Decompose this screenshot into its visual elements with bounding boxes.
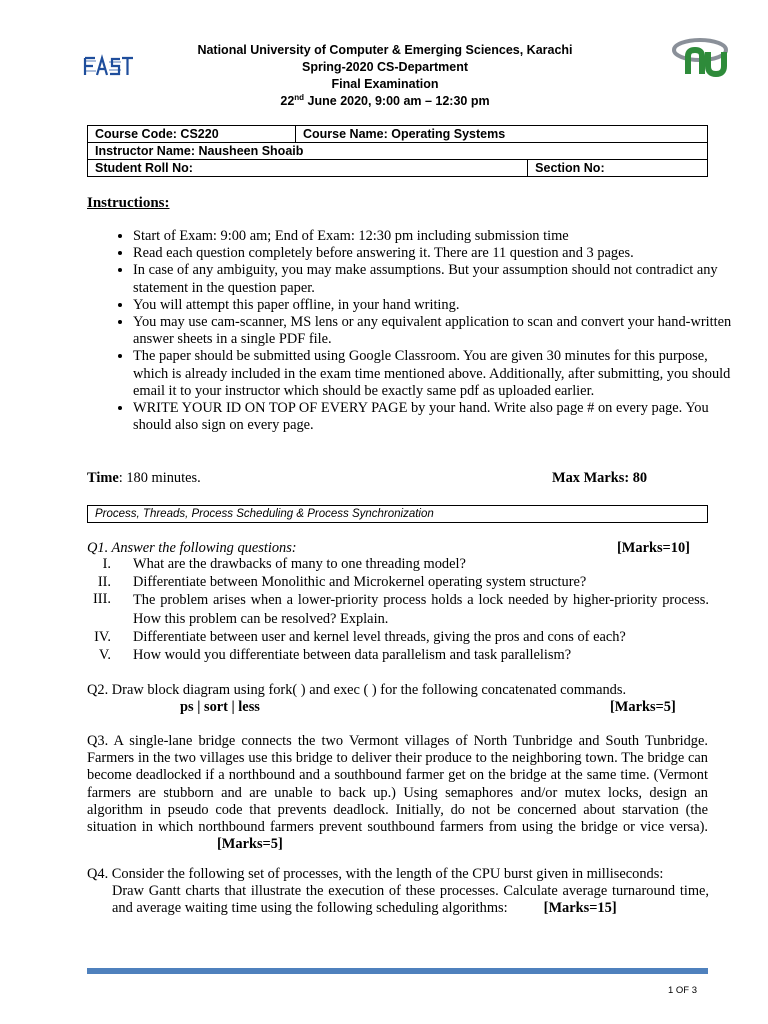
page-number: 1 OF 3 <box>668 985 698 996</box>
q1-subquestions <box>87 556 709 664</box>
q3-marks: [Marks=5] <box>217 836 283 853</box>
footer-bar <box>87 968 708 974</box>
course-info-table <box>87 125 708 177</box>
exam-time: Time: 180 minutes. <box>87 470 201 486</box>
q1-marks: [Marks=10] <box>617 540 690 556</box>
exam-title: Final Examination <box>331 77 439 91</box>
student-roll-no: Student Roll No: <box>88 160 528 177</box>
instruction-item: • Read each question completely before answering it. There are 11 question and 3 pages. <box>133 245 733 262</box>
exam-header <box>150 42 620 110</box>
nu-logo <box>672 34 734 78</box>
instructions-title: Instructions: <box>87 195 170 211</box>
q4-marks: [Marks=15] <box>543 900 617 917</box>
course-name: Course Name: Operating Systems <box>296 126 708 143</box>
q1-title: Q1. Answer the following questions: <box>87 540 297 556</box>
instruction-item: • Start of Exam: 9:00 am; End of Exam: 12:30 pm including submission time <box>133 228 733 245</box>
subquestion: IV. Differentiate between user and kernel level threads, giving the pros and cons of each? <box>94 629 626 645</box>
instruction-item: • The paper should be submitted using Google Classroom. You are given 30 minutes for this purpose, which is already included in the exam time mentioned above. Additionally, after submitting, you should email it to your instructor which should be exactly same pdf as uploaded earlier. <box>133 348 733 400</box>
max-marks: Max Marks: 80 <box>552 470 648 486</box>
instruction-item: • WRITE YOUR ID ON TOP OF EVERY PAGE by your hand. Write also page # on every page. You should also sign on every page. <box>133 400 733 434</box>
subquestion: V. How would you differentiate between data parallelism and task parallelism? <box>98 646 572 663</box>
instruction-item: • In case of any ambiguity, you may make assumptions. But your assumption should not contradict any statement in the question paper. <box>133 262 733 296</box>
subquestion: II. Differentiate between Monolithic and Microkernel operating system structure? <box>97 573 587 590</box>
instructions-list <box>107 228 733 434</box>
q4-text: Draw Gantt charts that illustrate the execution of these processes. Calculate average turnaround time, and average waiting time using the following scheduling algorithms: [Marks=15] <box>112 883 709 917</box>
q4-line1: Q4. Consider the following set of processes, with the length of the CPU burst given in milliseconds: <box>87 866 664 882</box>
fast-logo <box>82 54 134 78</box>
department: Spring-2020 CS-Department <box>301 60 468 74</box>
instruction-item: • You will attempt this paper offline, in your hand writing. <box>133 297 733 314</box>
course-code: Course Code: CS220 <box>88 126 296 143</box>
q2-marks: [Marks=5] <box>610 699 676 715</box>
q3-text: Q3. A single-lane bridge connects the two Vermont villages of North Tunbridge and South Tunbridge. Farmers in the two villages use this bridge to deliver their produce to the neighboring town. The bridge can become deadlocked if a northbound and a southbound farmer get on the bridge at the same time. (Vermont farmers are stubborn and are unable to back up.) Using semaphores and/or mutex locks, design an algorithm in pseudo code that prevents deadlock. Initially, do not be concerned about starvation (the situation in which northbound farmers prevent southbound farmers from using the bridge or vice versa).[Marks=5] <box>87 733 708 853</box>
subquestion: III. The problem arises when a lower-priority process holds a lock needed by higher-priority process. How this problem can be resolved? Explain. <box>93 591 709 627</box>
subquestion: I. What are the drawbacks of many to one threading model? <box>102 556 466 572</box>
exam-date: 22nd June 2020, 9:00 am – 12:30 pm <box>280 92 490 108</box>
q2-command: ps | sort | less <box>180 699 260 715</box>
university-name: National University of Computer & Emerging Sciences, Karachi <box>197 43 573 57</box>
q2-text: Q2. Draw block diagram using fork( ) and exec ( ) for the following concatenated commands. <box>87 682 627 698</box>
topic-box: Process, Threads, Process Scheduling & Process Synchronization <box>87 505 708 523</box>
instructor-name: Instructor Name: Nausheen Shoaib <box>88 143 708 160</box>
instruction-item: • You may use cam-scanner, MS lens or any equivalent application to scan and convert your hand-written answer sheets in a single PDF file. <box>133 314 733 348</box>
section-no: Section No: <box>528 160 708 177</box>
